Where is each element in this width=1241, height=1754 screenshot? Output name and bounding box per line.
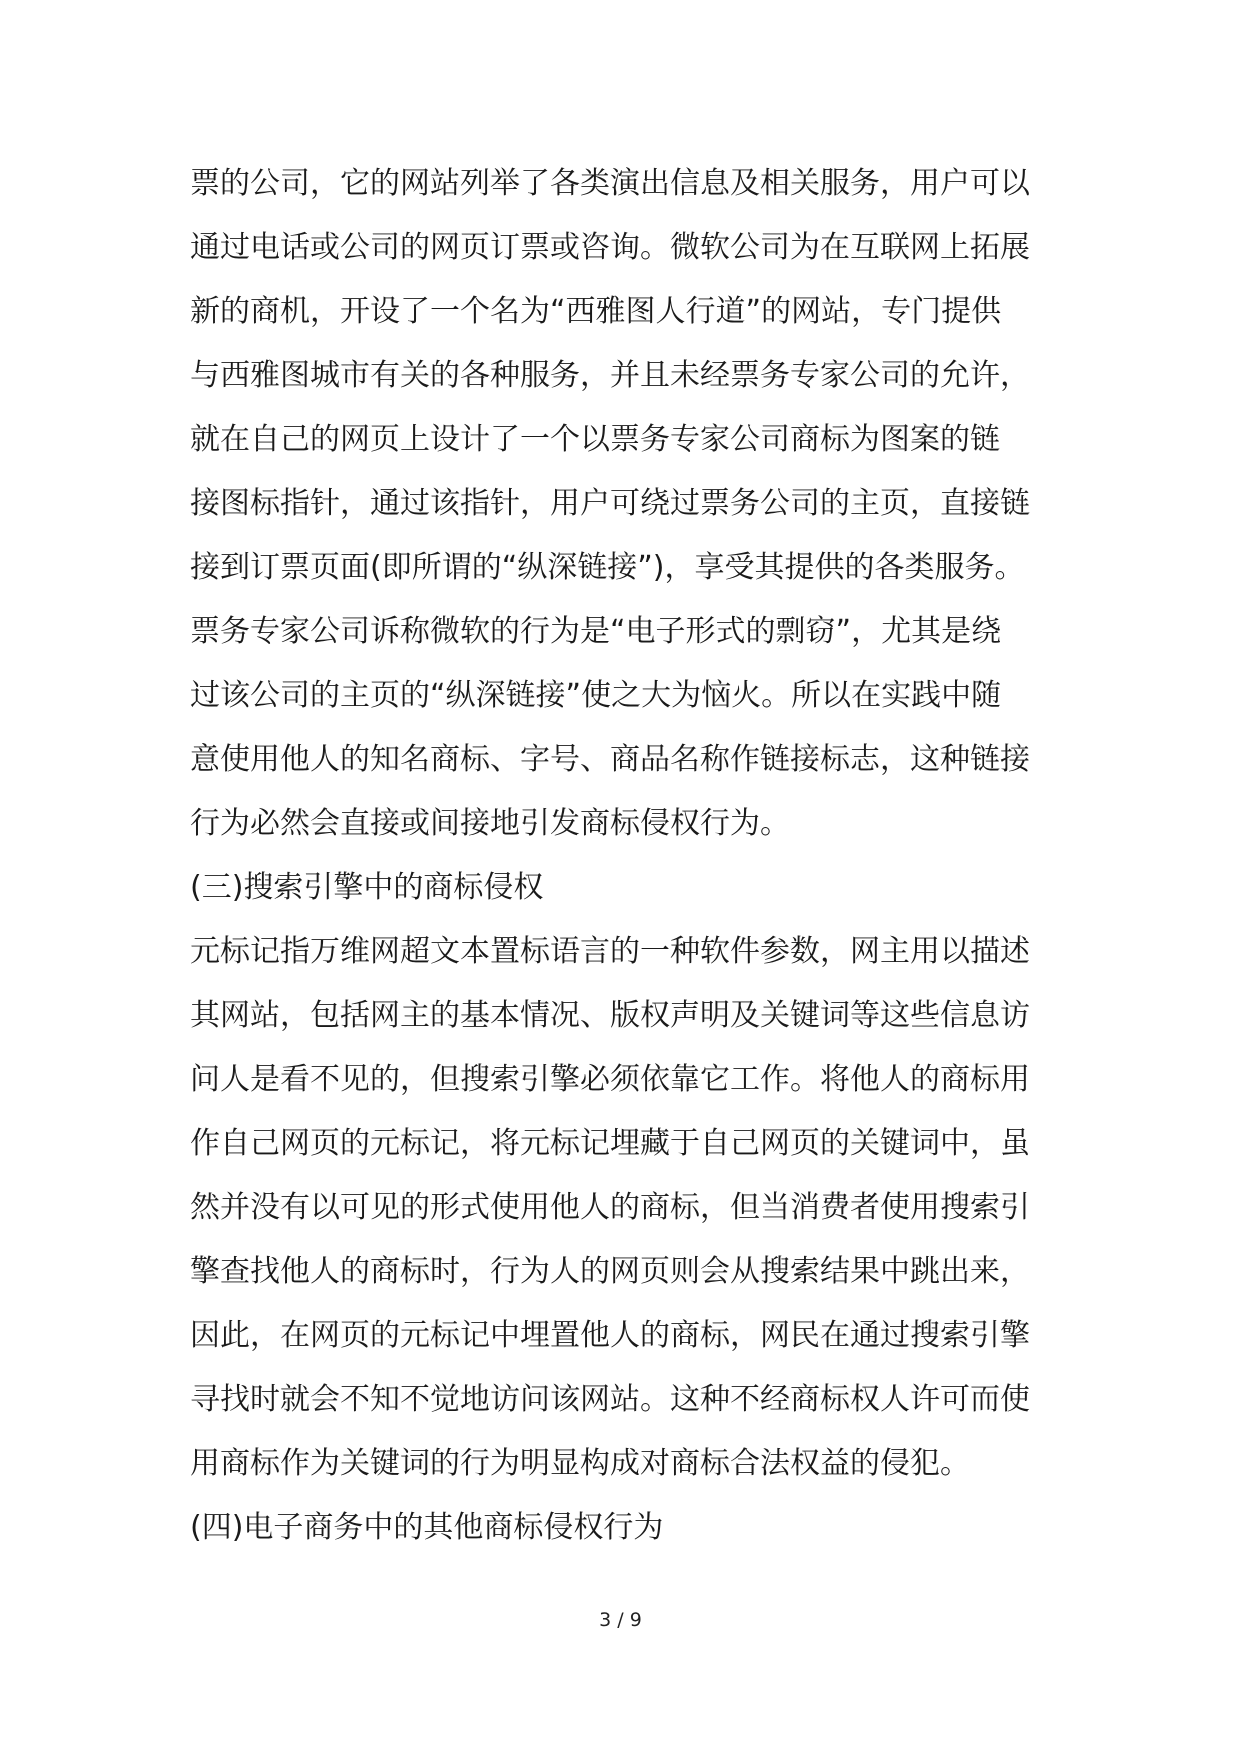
text-line-3: 新的商机，开设了一个名为“西雅图人行道”的网站，专门提供 — [190, 294, 1002, 329]
section-heading-3: (三)搜索引擎中的商标侵权 — [190, 870, 544, 905]
text-line-8: 票务专家公司诉称微软的行为是“电子形式的剽窃”，尤其是绕 — [190, 614, 1002, 649]
page-number: 3 / 9 — [599, 1609, 642, 1631]
text-line-5: 就在自己的网页上设计了一个以票务专家公司商标为图案的链 — [190, 422, 1000, 457]
text-line-15: 问人是看不见的，但搜索引擎必须依靠它工作。将他人的商标用 — [190, 1062, 1030, 1097]
text-line-16: 作自己网页的元标记，将元标记埋藏于自己网页的关键词中，虽 — [190, 1126, 1030, 1161]
text-line-20: 寻找时就会不知不觉地访问该网站。这种不经商标权人许可而使 — [190, 1382, 1030, 1417]
text-line-13: 元标记指万维网超文本置标语言的一种软件参数，网主用以描述 — [190, 934, 1030, 969]
text-line-10: 意使用他人的知名商标、字号、商品名称作链接标志，这种链接 — [190, 742, 1030, 777]
text-line-4: 与西雅图城市有关的各种服务，并且未经票务专家公司的允许， — [190, 358, 1030, 393]
text-line-17: 然并没有以可见的形式使用他人的商标，但当消费者使用搜索引 — [190, 1190, 1030, 1225]
text-line-14: 其网站，包括网主的基本情况、版权声明及关键词等这些信息访 — [190, 998, 1030, 1033]
text-line-11: 行为必然会直接或间接地引发商标侵权行为。 — [190, 806, 790, 841]
text-line-2: 通过电话或公司的网页订票或咨询。微软公司为在互联网上拓展 — [190, 230, 1030, 265]
text-line-19: 因此，在网页的元标记中埋置他人的商标，网民在通过搜索引擎 — [190, 1318, 1030, 1353]
text-line-6: 接图标指针，通过该指针，用户可绕过票务公司的主页，直接链 — [190, 486, 1030, 521]
document-body — [190, 152, 1070, 1560]
text-line-18: 擎查找他人的商标时，行为人的网页则会从搜索结果中跳出来， — [190, 1254, 1030, 1289]
text-line-9: 过该公司的主页的“纵深链接”使之大为恼火。所以在实践中随 — [190, 678, 1002, 713]
section-heading-4: (四)电子商务中的其他商标侵权行为 — [190, 1510, 664, 1545]
text-line-21: 用商标作为关键词的行为明显构成对商标合法权益的侵犯。 — [190, 1446, 970, 1481]
text-line-7: 接到订票页面(即所谓的“纵深链接”)，享受其提供的各类服务。 — [190, 550, 1025, 585]
text-line-1: 票的公司，它的网站列举了各类演出信息及相关服务，用户可以 — [190, 166, 1030, 201]
